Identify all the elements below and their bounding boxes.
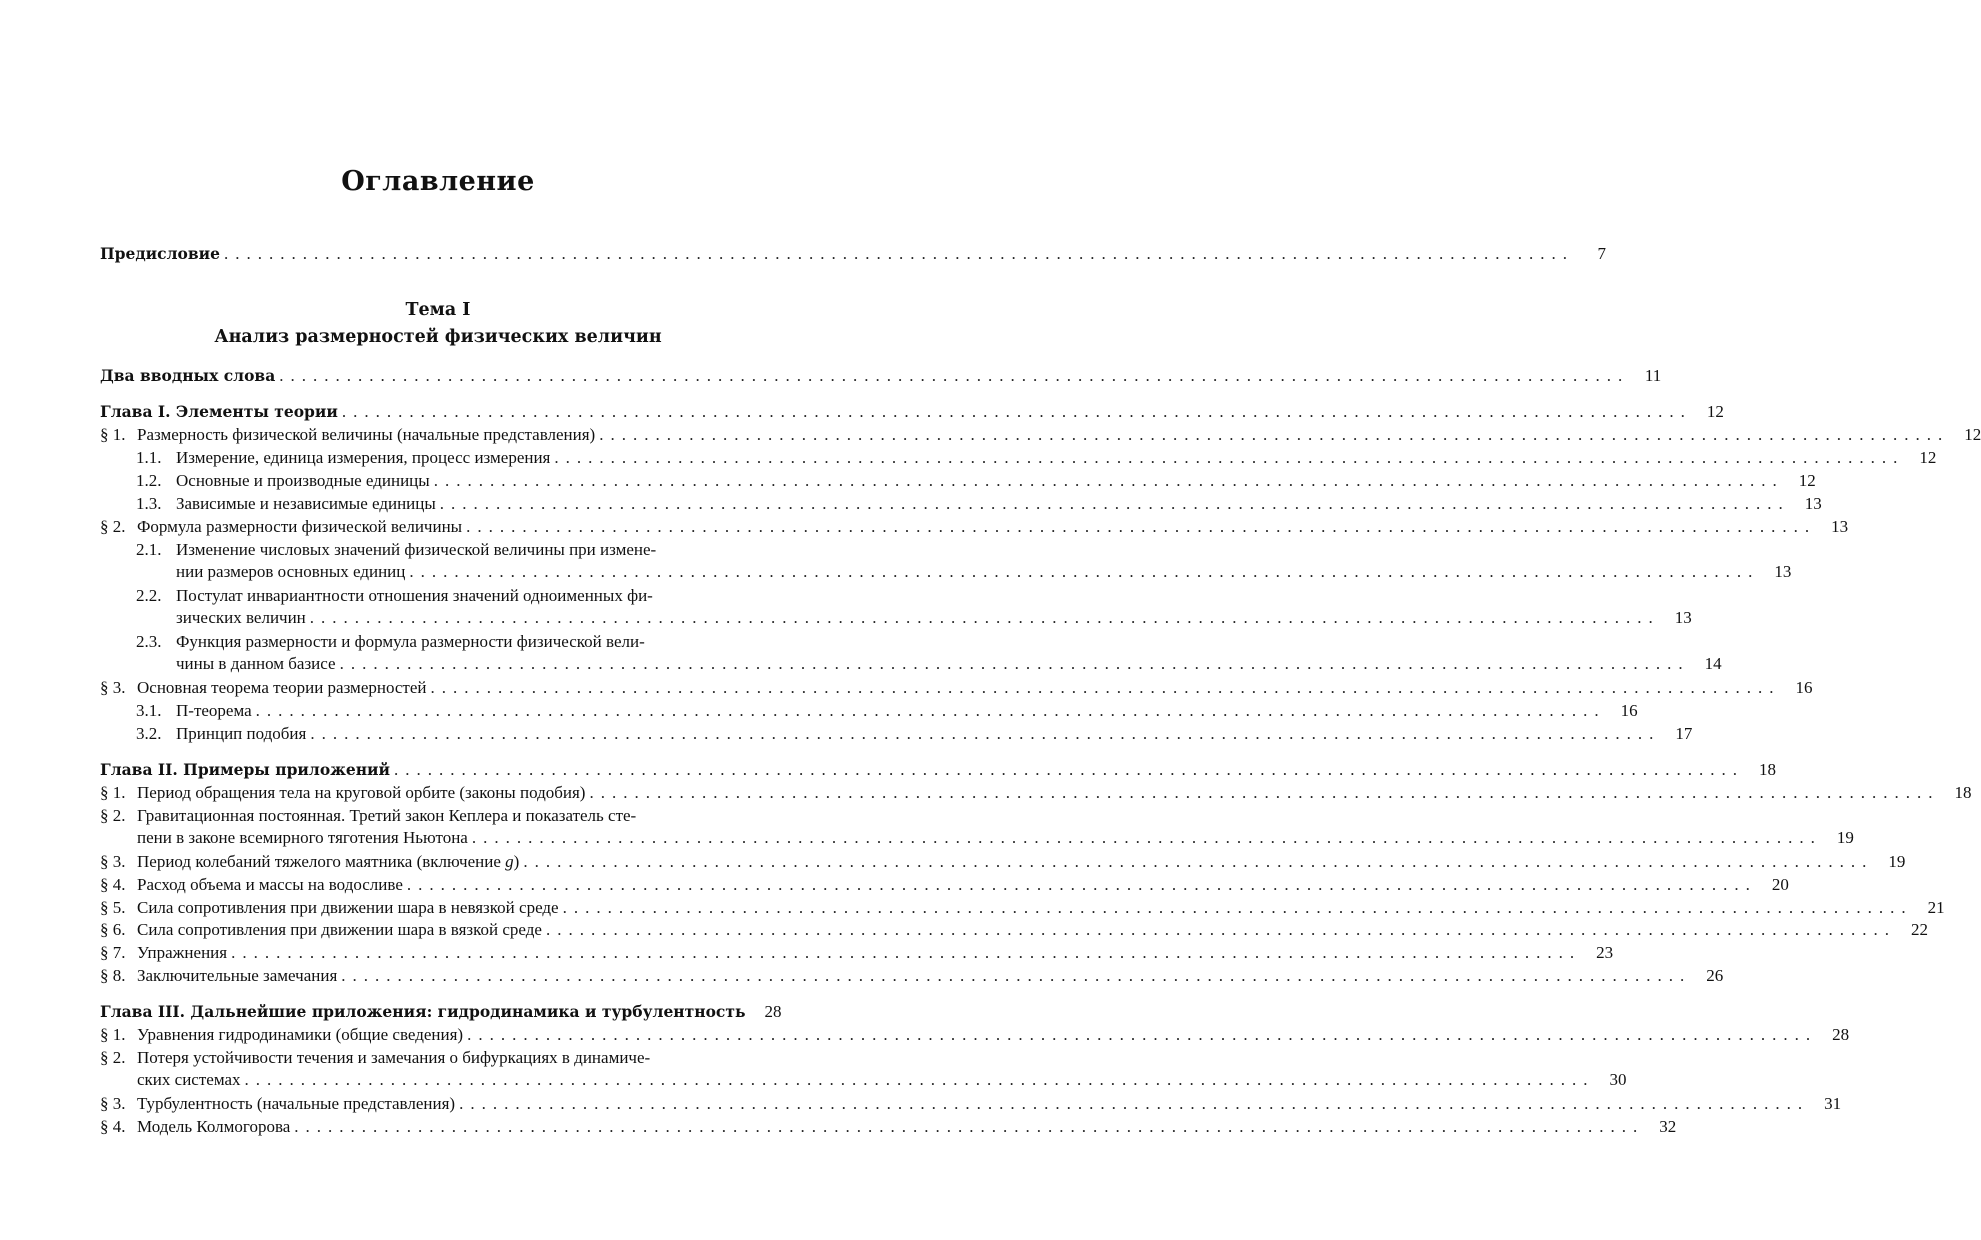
toc-entry[interactable] — [100, 722, 1693, 745]
page-number: 18 — [1954, 783, 1972, 802]
page-number: 19 — [1836, 828, 1854, 847]
entry-number: 2.1. — [136, 540, 162, 559]
toc-chapter-1[interactable] — [100, 400, 1724, 423]
toc-entry[interactable] — [100, 446, 1937, 469]
toc-entry[interactable] — [100, 1092, 1842, 1115]
toc-entry-continuation[interactable] — [100, 561, 1792, 583]
page-number: 28 — [1832, 1025, 1850, 1044]
entry-label: чины в данном базисе — [176, 654, 336, 673]
leader-dots: ........................................................................................................................ — [394, 760, 1745, 779]
entry-number: § 5. — [100, 898, 126, 917]
toc-entry[interactable] — [100, 492, 1822, 515]
page-number: 28 — [764, 1002, 782, 1021]
toc-entry[interactable] — [100, 469, 1816, 492]
page-number: 12 — [1706, 402, 1724, 421]
leader-dots: ........................................................................................................................ — [599, 425, 1950, 444]
page-number: 19 — [1888, 852, 1906, 871]
toc-entry[interactable] — [100, 1046, 766, 1069]
entry-number: § 2. — [100, 1048, 126, 1067]
page-number: 32 — [1659, 1117, 1677, 1136]
toc-entry[interactable] — [100, 423, 1981, 446]
entry-label: Изменение числовых значений физической величины при измене- — [176, 540, 657, 559]
leader-dots: ........................................................................................................................ — [409, 562, 1760, 581]
entry-label: Расход объема и массы на водосливе — [137, 875, 403, 894]
entry-number: § 7. — [100, 943, 126, 962]
entry-label: Основная теорема теории размерностей — [137, 678, 427, 697]
page-number: 20 — [1771, 875, 1789, 894]
entry-label: нии размеров основных единиц — [176, 562, 406, 581]
toc-entry[interactable] — [100, 850, 1906, 873]
leader-dots: ........................................................................................................................ — [294, 1117, 1645, 1136]
page-number: 13 — [1804, 494, 1822, 513]
page-number: 30 — [1609, 1070, 1627, 1089]
toc-entry[interactable] — [100, 1023, 1850, 1046]
entry-number: 3.1. — [136, 701, 162, 720]
leader-dots: ........................................................................................................................ — [433, 471, 1784, 490]
entry-number: 2.2. — [136, 586, 162, 605]
entry-number: 2.3. — [136, 632, 162, 651]
entry-number: 3.2. — [136, 724, 162, 743]
entry-label: Размерность физической величины (начальные представления) — [137, 425, 596, 444]
entry-number: § 1. — [100, 1025, 126, 1044]
page-number: 26 — [1706, 966, 1724, 985]
entry-number: § 2. — [100, 806, 126, 825]
toc-entry[interactable] — [100, 804, 766, 827]
leader-dots: ........................................................................................................................ — [309, 608, 1660, 627]
toc-entry[interactable] — [100, 584, 766, 607]
entry-label: Потеря устойчивости течения и замечания о бифуркациях в динамиче- — [137, 1048, 651, 1067]
page-number: 12 — [1964, 425, 1981, 444]
entry-label: Зависимые и независимые единицы — [176, 494, 436, 513]
page-number: 16 — [1795, 678, 1813, 697]
leader-dots: ........................................................................................................................ — [244, 1070, 1595, 1089]
page-number: 23 — [1596, 943, 1614, 962]
leader-dots: ........................................................................................................................ — [523, 852, 1874, 871]
entry-label: Гравитационная постоянная. Третий закон Кеплера и показатель сте- — [137, 806, 637, 825]
entry-label: Формула размерности физической величины — [137, 517, 463, 536]
toc-entry[interactable] — [100, 964, 1724, 987]
leader-dots: ........................................................................................................................ — [459, 1094, 1810, 1113]
leader-dots: ........................................................................................................................ — [406, 875, 1757, 894]
page-number: 17 — [1675, 724, 1693, 743]
toc-entry[interactable] — [100, 515, 1849, 538]
page-number: 11 — [1644, 366, 1662, 385]
page-number: 14 — [1704, 654, 1722, 673]
leader-dots: ........................................................................................................................ — [341, 966, 1692, 985]
entry-label: Заключительные замечания — [137, 966, 338, 985]
entry-label: Постулат инвариантности отношения значений одноименных фи- — [176, 586, 653, 605]
toc-entry[interactable] — [100, 630, 766, 653]
section-heading: Тема I — [405, 300, 471, 320]
toc-entry-continuation[interactable] — [100, 1069, 1627, 1091]
page-number: 31 — [1824, 1094, 1842, 1113]
entry-number: § 4. — [100, 875, 126, 894]
entry-number: 1.3. — [136, 494, 162, 513]
entry-number: § 1. — [100, 425, 126, 444]
leader-dots: ........................................................................................................................ — [466, 517, 1817, 536]
entry-number: § 3. — [100, 1094, 126, 1113]
leader-dots: ........................................................................................................................ — [430, 678, 1781, 697]
page-number: 16 — [1620, 701, 1638, 720]
page-number: 12 — [1919, 448, 1937, 467]
leader-dots: ........................................................................................................................ — [255, 701, 1606, 720]
toc-entry[interactable] — [100, 699, 1638, 722]
entry-number: § 6. — [100, 920, 126, 939]
entry-label: Период обращения тела на круговой орбите (законы подобия) — [137, 783, 586, 802]
leader-dots: ........................................................................................................................ — [310, 724, 1661, 743]
leader-dots: ........................................................................................................................ — [467, 1025, 1818, 1044]
toc-entry-continuation[interactable] — [100, 827, 1854, 849]
leader-dots: ........................................................................................................................ — [341, 402, 1692, 421]
leader-dots: ........................................................................................................................ — [471, 828, 1822, 847]
toc-entry[interactable] — [100, 873, 1789, 896]
leader-dots: ........................................................................................................................ — [224, 244, 1574, 263]
chapter-label: Глава III. Дальнейшие приложения: гидродинамика и турбулентность — [100, 1002, 746, 1021]
toc-entry[interactable] — [100, 538, 766, 561]
entry-label: Сила сопротивления при движении шара в невязкой среде — [137, 898, 559, 917]
toc-entry[interactable] — [100, 941, 1614, 964]
chapter-label: Глава II. Примеры приложений — [100, 760, 391, 779]
page-title: Оглавление — [341, 166, 535, 197]
entry-label: Уравнения гидродинамики (общие сведения) — [137, 1025, 464, 1044]
page-number: 12 — [1798, 471, 1816, 490]
entry-label: П-теорема — [176, 701, 252, 720]
toc-entry[interactable] — [100, 676, 1813, 699]
entry-label: пени в законе всемирного тяготения Ньютона — [137, 828, 468, 847]
page-number: 22 — [1910, 920, 1928, 939]
leader-dots: ........................................................................................................................ — [339, 654, 1690, 673]
page-number: 18 — [1759, 760, 1777, 779]
page-number: 13 — [1774, 562, 1792, 581]
chapter-label: Глава I. Элементы теории — [100, 402, 338, 421]
leader-dots: ........................................................................................................................ — [589, 783, 1940, 802]
entry-label: Два вводных слова — [100, 366, 276, 385]
entry-label: Сила сопротивления при движении шара в вязкой среде — [137, 920, 542, 939]
leader-dots: ........................................................................................................................ — [231, 943, 1582, 962]
variable-g: g — [505, 852, 514, 871]
leader-dots: ........................................................................................................................ — [562, 898, 1913, 917]
entry-label: Период колебаний тяжелого маятника (включение g) — [137, 852, 520, 871]
toc-entry-intro[interactable] — [100, 364, 1662, 387]
entry-label: зических величин — [176, 608, 306, 627]
toc-entry-continuation[interactable] — [100, 653, 1722, 675]
entry-label: Функция размерности и формула размерности физической вели- — [176, 632, 645, 651]
entry-label: Основные и производные единицы — [176, 471, 430, 490]
entry-number: § 4. — [100, 1117, 126, 1136]
entry-label: Принцип подобия — [176, 724, 307, 743]
leader-dots: ........................................................................................................................ — [545, 920, 1896, 939]
entry-number: § 3. — [100, 678, 126, 697]
page-number: 13 — [1674, 608, 1692, 627]
entry-label: Предисловие — [100, 244, 220, 263]
entry-number: § 2. — [100, 517, 126, 536]
entry-number: § 3. — [100, 852, 126, 871]
toc-entry-continuation[interactable] — [100, 607, 1692, 629]
leader-dots: ........................................................................................................................ — [554, 448, 1905, 467]
toc-chapter-2[interactable] — [100, 758, 1777, 781]
entry-label: Турбулентность (начальные представления) — [137, 1094, 456, 1113]
entry-label: Упражнения — [137, 943, 228, 962]
page-number: 21 — [1927, 898, 1945, 917]
entry-label: Модель Колмогорова — [137, 1117, 291, 1136]
leader-dots: ........................................................................................................................ — [439, 494, 1790, 513]
toc-entry-preface[interactable] — [100, 242, 1606, 265]
toc-entry[interactable] — [100, 1115, 1677, 1138]
entry-number: § 8. — [100, 966, 126, 985]
toc-entry[interactable] — [100, 918, 1928, 941]
section-subtitle: Анализ размерностей физических величин — [214, 327, 662, 347]
toc-entry[interactable] — [100, 896, 1945, 919]
entry-label: Измерение, единица измерения, процесс измерения — [176, 448, 551, 467]
entry-number: § 1. — [100, 783, 126, 802]
toc-chapter-3[interactable] — [100, 1000, 782, 1023]
entry-label: ских системах — [137, 1070, 241, 1089]
entry-number: 1.2. — [136, 471, 162, 490]
page-number: 13 — [1831, 517, 1849, 536]
toc-entry[interactable] — [100, 781, 1972, 804]
entry-number: 1.1. — [136, 448, 162, 467]
leader-dots: ........................................................................................................................ — [279, 366, 1630, 385]
page-number: 7 — [1597, 244, 1606, 263]
